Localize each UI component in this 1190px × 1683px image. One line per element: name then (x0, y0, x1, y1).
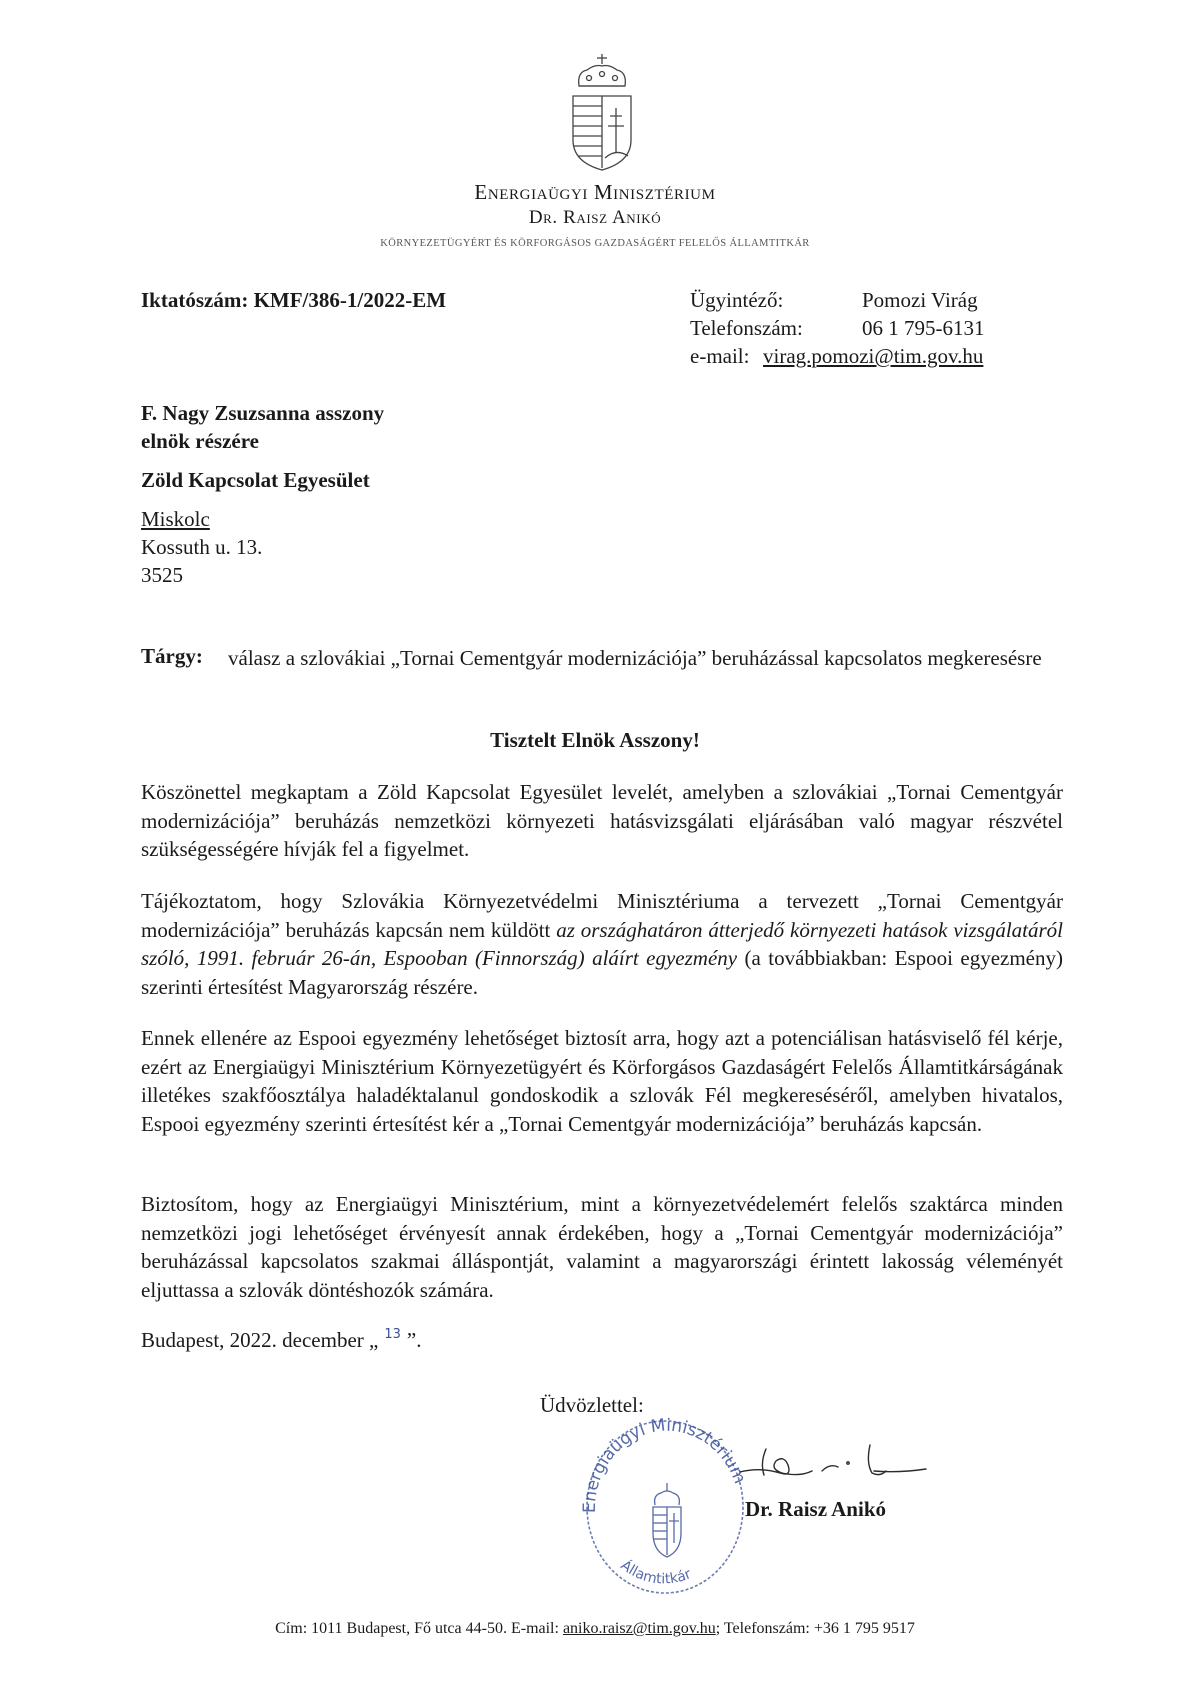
recipient-role: elnök részére (141, 429, 259, 453)
greeting: Tisztelt Elnök Asszony! (490, 728, 700, 752)
body-paragraph-3: Ennek ellenére az Espooi egyezmény lehetőséget biztosít arra, hogy azt a potenciálisan hatásviselő fél kérje, ezért az Energiaügyi Minisztérium Környezetügyért és Körforgásos Gazdaságért Felelős Államtitkárságának illetékes szakfőosztálya haladéktalanul gondoskodik a szlovák Fél megkereséséről, amelyben hivatalos, Espooi egyezmény szerinti értesítést kér a „Tornai Cementgyár modernizációja” beruházás kapcsán. (141, 1026, 1063, 1136)
email-link[interactable]: virag.pomozi@tim.gov.hu (763, 344, 984, 368)
footer-phone: ; Telefonszám: +36 1 795 9517 (715, 1620, 915, 1637)
convention-title: az országhatáron átterjedő környezeti hatások vizsgálatáról szóló, 1991. február 26-án, Espooban (Finnország) aláírt egyezmény (141, 917, 1063, 971)
recipient-organization: Zöld Kapcsolat Egyesület (141, 468, 370, 492)
ministry-person: Dr. Raisz Anikó (528, 207, 662, 228)
subject-label: Tárgy: (141, 644, 203, 668)
handler-label: Ügyintéző: (690, 288, 784, 312)
stamp-top-text: Energiaügyi Minisztérium (579, 1415, 750, 1514)
date-line (141, 1328, 421, 1353)
date-suffix: ”. (406, 1328, 422, 1352)
phone-label: Telefonszám: (690, 316, 803, 340)
email-label: e-mail: (690, 344, 750, 368)
handwritten-signature-icon (730, 1427, 930, 1497)
body-paragraph-1: Köszönettel megkaptam a Zöld Kapcsolat Egyesület levelét, amelyben a szlovákiai „Tornai Cementgyár modernizációja” beruházás nemzetközi környezeti hatásvizsgálati eljárásában való magyar részvétel szükségességére hívják fel a figyelmet. (141, 780, 1063, 862)
footer-address: Cím: 1011 Budapest, Fő utca 44-50. E-mail: (275, 1620, 563, 1637)
date-prefix: Budapest, 2022. december „ (141, 1328, 379, 1352)
footer-email-link[interactable]: aniko.raisz@tim.gov.hu (562, 1620, 716, 1637)
reference-value: KMF/386-1/2022-EM (253, 288, 447, 312)
footer-contact (0, 1620, 1190, 1638)
closing-salutation: Üdvözlettel: (540, 1393, 644, 1417)
official-stamp-icon (565, 1395, 755, 1605)
reference-label: Iktatószám: (141, 288, 249, 312)
body-paragraph-4: Biztosítom, hogy az Energiaügyi Minisztérium, mint a környezetvédelemért felelős szaktárca minden nemzetközi jogi lehetőséget érvényesít annak érdekében, hogy a „Tornai Cementgyár modernizációja” beruházással kapcsolatos szakmai álláspontját, valamint a magyarországi érintett lakosság véleményét eljuttassa a szlovák döntéshozók számára. (141, 1192, 1063, 1302)
handler-value: Pomozi Virág (862, 288, 978, 312)
recipient-postcode: 3525 (141, 563, 183, 587)
phone-value: 06 1 795-6131 (862, 316, 985, 340)
signatory-name: Dr. Raisz Anikó (745, 1497, 887, 1521)
recipient-name: F. Nagy Zsuzsanna asszony (141, 401, 385, 425)
hungarian-coat-of-arms-icon (565, 52, 639, 174)
body-paragraph-2-tail: (a továbbiakban: Espooi egyezmény) szerinti értesítést Magyarország részére. (141, 946, 1063, 999)
stamp-bottom-text: Államtitkár (617, 1557, 694, 1588)
subject-text: válasz a szlovákiai „Tornai Cementgyár modernizációja” beruházással kapcsolatos megkeresésre (228, 646, 1042, 670)
body-paragraph-2 (141, 887, 1063, 1001)
recipient-street: Kossuth u. 13. (141, 535, 263, 559)
body-paragraph-2-text: Tájékoztatom, hogy Szlovákia Környezetvédelmi Minisztériuma a tervezett „Tornai Cementgyár modernizációja” beruházás kapcsán nem küldött (141, 889, 1063, 942)
reference-number (141, 288, 446, 313)
svg-text:Energiaügyi Minisztérium (580, 1415, 750, 1513)
ministry-name: Energiaügyi Minisztérium (474, 180, 716, 204)
recipient-city: Miskolc (141, 507, 210, 531)
date-day-handwritten: 13 (384, 1327, 401, 1342)
office-title: KÖRNYEZETÜGYÉRT ÉS KÖRFORGÁSOS GAZDASÁGÉRT FELELŐS ÁLLAMTITKÁR (380, 238, 810, 249)
